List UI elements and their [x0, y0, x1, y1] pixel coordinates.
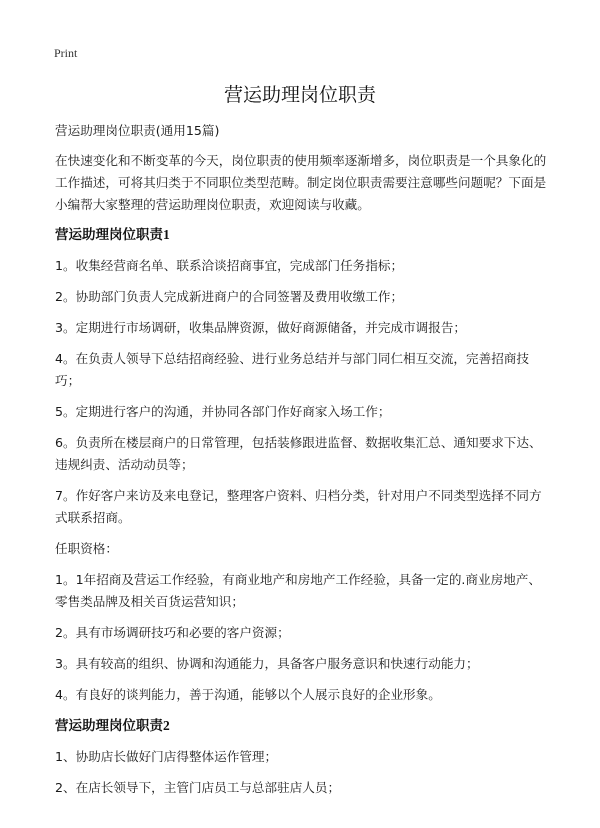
- qualification-item: 4。有良好的谈判能力，善于沟通，能够以个人展示良好的企业形象。: [55, 687, 441, 702]
- duty-item: 3。定期进行市场调研，收集品牌资源，做好商源储备，并完成市调报告；: [55, 320, 467, 335]
- document-body: [55, 120, 548, 808]
- duty-item: 2。协助部门负责人完成新进商户的合同签署及费用收缴工作；: [55, 289, 404, 304]
- qualifications-label: 任职资格：: [55, 541, 118, 556]
- qualification-item: 1。1年招商及营运工作经验，有商业地产和房地产工作经验，具备一定的.商业房地产、零售类品牌及相关百货运营知识；: [55, 572, 541, 609]
- qualification-item: 2。具有市场调研技巧和必要的客户资源；: [55, 625, 290, 640]
- page-title: 营运助理岗位职责: [223, 84, 376, 106]
- print-link[interactable]: Print: [54, 46, 78, 60]
- document-subtitle: 营运助理岗位职责(通用15篇): [55, 123, 220, 138]
- duty-item: 1。收集经营商名单、联系洽谈招商事宜，完成部门任务指标；: [55, 258, 404, 273]
- section-heading-2: 营运助理岗位职责2: [55, 718, 170, 733]
- duty-item: 4。在负责人领导下总结招商经验、进行业务总结并与部门同仁相互交流，完善招商技巧；: [55, 351, 529, 388]
- duty-item: 7。作好客户来访及来电登记，整理客户资料、归档分类，针对用户不同类型选择不同方式联系招商。: [55, 488, 542, 525]
- intro-paragraph: 在快速变化和不断变革的今天，岗位职责的使用频率逐渐增多，岗位职责是一个具象化的工作描述，可将其归类于不同职位类型范畴。制定岗位职责需要注意哪些问题呢？下面是小编帮大家整理的营运助理岗位职责，欢迎阅读与收藏。: [55, 153, 547, 212]
- duty-item: 5。定期进行客户的沟通，并协同各部门作好商家入场工作；: [55, 404, 391, 419]
- duty-item: 6。负责所在楼层商户的日常管理，包括装修跟进监督、数据收集汇总、通知要求下达、违规纠责、活动动员等；: [55, 435, 542, 472]
- section-heading-1: 营运助理岗位职责1: [55, 227, 170, 242]
- duty-item: 2、在店长领导下，主管门店员工与总部驻店人员；: [55, 780, 341, 795]
- qualification-item: 3。具有较高的组织、协调和沟通能力，具备客户服务意识和快速行动能力；: [55, 656, 479, 671]
- duty-item: 1、协助店长做好门店得整体运作管理；: [55, 749, 278, 764]
